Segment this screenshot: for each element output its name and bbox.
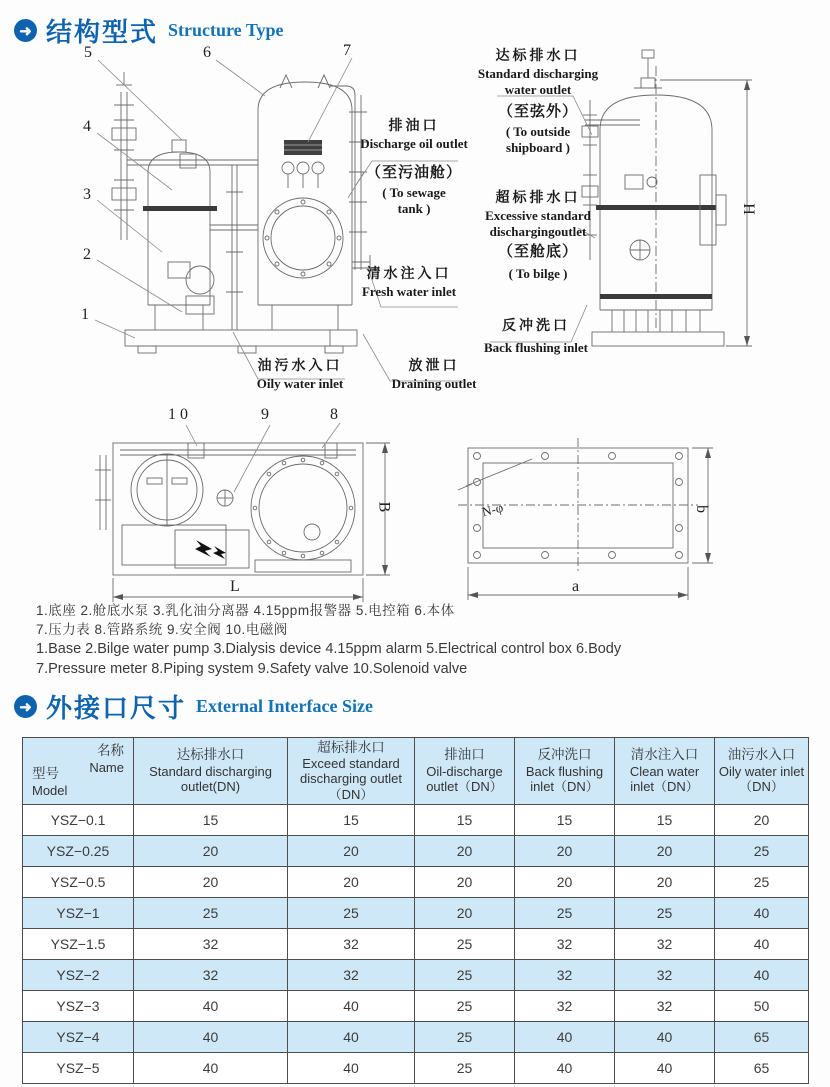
corner-name-en: Name — [89, 759, 124, 775]
value-cell: 25 — [615, 898, 715, 929]
value-cell: 20 — [415, 898, 515, 929]
value-cell: 40 — [134, 991, 288, 1022]
label-zh: 反冲洗口 — [502, 319, 570, 334]
label-en: ( To sewage tank ) — [382, 184, 446, 216]
model-cell: YSZ−1.5 — [23, 929, 134, 960]
column-header — [134, 738, 288, 805]
column-header-zh: 排油口 — [444, 747, 485, 763]
value-cell: 20 — [288, 836, 415, 867]
section-arrow-icon: ➜ — [14, 695, 37, 718]
table-row — [23, 805, 809, 836]
value-cell: 15 — [515, 805, 615, 836]
value-cell: 20 — [615, 867, 715, 898]
value-cell: 32 — [515, 960, 615, 991]
section-arrow-icon: ➜ — [14, 19, 37, 42]
model-cell: YSZ−1 — [23, 898, 134, 929]
label-zh: 超标排水口 — [495, 191, 581, 206]
label-oily-water-inlet — [248, 358, 352, 392]
value-cell: 40 — [515, 1053, 615, 1084]
value-cell: 25 — [415, 929, 515, 960]
column-header — [615, 738, 715, 805]
value-cell: 15 — [288, 805, 415, 836]
value-cell: 25 — [415, 1022, 515, 1053]
corner-model-label — [32, 766, 67, 799]
value-cell: 25 — [715, 836, 809, 867]
section-header-interface — [14, 688, 373, 725]
legend-line-zh-1: 1.底座 2.舱底水泵 3.乳化油分离器 4.15ppm报警器 5.电控箱 6.本体 — [36, 603, 455, 618]
table-header-row — [23, 738, 809, 805]
corner-model-zh: 型号 — [32, 765, 59, 781]
label-en: Oily water inlet — [256, 375, 344, 391]
label-zh: 油污水入口 — [257, 359, 343, 374]
label-zh: 达标排水口 — [495, 49, 581, 64]
table-row — [23, 1022, 809, 1053]
label-back-flushing-inlet — [476, 318, 596, 356]
top-view-drawing — [95, 443, 393, 602]
column-header-en: Clean water inlet（DN） — [629, 763, 700, 795]
value-cell: 50 — [715, 991, 809, 1022]
table-row — [23, 867, 809, 898]
column-header — [515, 738, 615, 805]
model-cell: YSZ−2 — [23, 960, 134, 991]
callout-3: 3 — [83, 186, 91, 203]
label-standard-discharging-outlet — [476, 48, 600, 98]
parts-legend — [36, 601, 621, 679]
table-row — [23, 960, 809, 991]
value-cell: 40 — [715, 929, 809, 960]
label-en: Back flushing inlet — [483, 339, 589, 355]
value-cell: 20 — [134, 836, 288, 867]
column-header-en: Exceed standard discharging outlet （DN） — [300, 755, 402, 802]
column-header-en: Standard discharging outlet(DN) — [149, 763, 272, 795]
side-view-drawing — [582, 50, 752, 346]
label-fresh-water-inlet — [352, 266, 466, 300]
value-cell: 20 — [415, 836, 515, 867]
model-cell: YSZ−5 — [23, 1053, 134, 1084]
value-cell: 32 — [134, 929, 288, 960]
table-row — [23, 1053, 809, 1084]
table-row — [23, 991, 809, 1022]
callout-9: 9 — [261, 406, 269, 423]
value-cell: 32 — [515, 991, 615, 1022]
value-cell: 40 — [715, 960, 809, 991]
dim-a: a — [572, 578, 580, 595]
value-cell: 20 — [288, 867, 415, 898]
dim-b: b — [693, 505, 710, 513]
value-cell: 40 — [288, 1022, 415, 1053]
value-cell: 20 — [515, 867, 615, 898]
legend-line-zh-2: 7.压力表 8.管路系统 9.安全阀 10.电磁阀 — [36, 622, 288, 637]
column-header-en: Oil-discharge outlet（DN） — [426, 763, 503, 795]
value-cell: 25 — [415, 1053, 515, 1084]
column-header-en: Oily water inlet（DN） — [718, 763, 805, 795]
callout-5: 5 — [84, 44, 92, 61]
model-cell: YSZ−0.1 — [23, 805, 134, 836]
base-plate-drawing — [458, 438, 713, 600]
corner-name-zh: 名称 — [97, 743, 124, 758]
label-draining-outlet — [388, 358, 480, 392]
value-cell: 15 — [134, 805, 288, 836]
label-en: Standard discharging water outlet — [477, 65, 599, 97]
label-discharge-oil-outlet — [358, 118, 470, 152]
column-header-zh: 油污水入口 — [727, 747, 796, 763]
column-header-zh: 清水注入口 — [630, 747, 699, 763]
value-cell: 40 — [615, 1022, 715, 1053]
value-cell: 65 — [715, 1022, 809, 1053]
table-row — [23, 929, 809, 960]
dim-L: L — [230, 578, 240, 595]
value-cell: 15 — [615, 805, 715, 836]
value-cell: 25 — [515, 898, 615, 929]
label-zh: （至污油舱） — [365, 165, 462, 181]
label-to-bilge — [486, 243, 590, 282]
value-cell: 32 — [288, 960, 415, 991]
model-cell: YSZ−0.5 — [23, 867, 134, 898]
value-cell: 20 — [715, 805, 809, 836]
model-cell: YSZ−4 — [23, 1022, 134, 1053]
column-header-zh: 达标排水口 — [176, 747, 245, 763]
dim-n-phi: N-φ — [480, 499, 505, 520]
value-cell: 32 — [515, 929, 615, 960]
value-cell: 32 — [134, 960, 288, 991]
column-header — [715, 738, 809, 805]
callout-2: 2 — [83, 246, 91, 263]
value-cell: 25 — [415, 960, 515, 991]
corner-name-label — [89, 743, 124, 776]
callout-10: 10 — [168, 406, 192, 423]
front-view-drawing — [112, 72, 370, 353]
label-excessive-discharging-outlet — [474, 190, 602, 240]
column-header — [415, 738, 515, 805]
label-zh: 清水注入口 — [366, 267, 452, 282]
section-title-en: External Interface Size — [196, 696, 373, 716]
value-cell: 40 — [288, 1053, 415, 1084]
model-cell: YSZ−0.25 — [23, 836, 134, 867]
value-cell: 40 — [515, 1022, 615, 1053]
table-row — [23, 898, 809, 929]
label-en: Fresh water inlet — [361, 283, 457, 299]
column-header-en: Back flushing inlet（DN） — [525, 763, 604, 795]
legend-line-en-1: 1.Base 2.Bilge water pump 3.Dialysis device 4.15ppm alarm 5.Electrical control box 6.Body — [36, 641, 622, 657]
value-cell: 20 — [615, 836, 715, 867]
label-en: ( To outside shipboard ) — [505, 123, 571, 155]
label-en: ( To bilge ) — [508, 265, 568, 281]
value-cell: 32 — [288, 929, 415, 960]
interface-size-table — [22, 737, 809, 1084]
value-cell: 20 — [415, 867, 515, 898]
value-cell: 32 — [615, 991, 715, 1022]
dim-H: H — [739, 203, 757, 215]
label-zh: （至舱底） — [497, 244, 578, 260]
value-cell: 40 — [288, 991, 415, 1022]
value-cell: 25 — [415, 991, 515, 1022]
section-title-zh: 结构型式 — [46, 17, 159, 47]
value-cell: 40 — [134, 1022, 288, 1053]
label-zh: 放泄口 — [408, 359, 460, 374]
value-cell: 32 — [615, 929, 715, 960]
model-cell: YSZ−3 — [23, 991, 134, 1022]
value-cell: 15 — [415, 805, 515, 836]
table-row — [23, 836, 809, 867]
label-en: Draining outlet — [391, 375, 477, 391]
value-cell: 40 — [615, 1053, 715, 1084]
callout-6: 6 — [203, 44, 211, 61]
column-header-zh: 反冲洗口 — [537, 747, 592, 763]
corner-header-cell — [23, 738, 134, 805]
value-cell: 20 — [134, 867, 288, 898]
label-to-outside-shipboard — [482, 103, 594, 156]
legend-line-en-2: 7.Pressure meter 8.Piping system 9.Safety valve 10.Solenoid valve — [36, 661, 468, 677]
section-header-structure — [14, 12, 284, 49]
callout-7: 7 — [343, 42, 351, 59]
label-to-sewage-tank — [362, 164, 466, 217]
dim-B: B — [375, 501, 393, 513]
callout-4: 4 — [83, 118, 91, 135]
label-zh: 排油口 — [388, 119, 440, 134]
column-header — [288, 738, 415, 805]
value-cell: 32 — [615, 960, 715, 991]
value-cell: 40 — [134, 1053, 288, 1084]
label-zh: （至弦外） — [497, 104, 578, 120]
corner-model-en: Model — [32, 782, 68, 798]
table-body — [23, 805, 809, 1084]
value-cell: 65 — [715, 1053, 809, 1084]
value-cell: 20 — [515, 836, 615, 867]
value-cell: 25 — [288, 898, 415, 929]
value-cell: 25 — [134, 898, 288, 929]
callout-8: 8 — [330, 406, 338, 423]
callout-1: 1 — [81, 306, 89, 323]
column-header-zh: 超标排水口 — [317, 739, 385, 755]
value-cell: 40 — [715, 898, 809, 929]
label-en: Excessive standard dischargingoutlet — [485, 207, 591, 239]
section-title-en: Structure Type — [168, 20, 284, 40]
value-cell: 25 — [715, 867, 809, 898]
section-title-zh: 外接口尺寸 — [46, 693, 187, 723]
label-en: Discharge oil outlet — [360, 135, 468, 151]
